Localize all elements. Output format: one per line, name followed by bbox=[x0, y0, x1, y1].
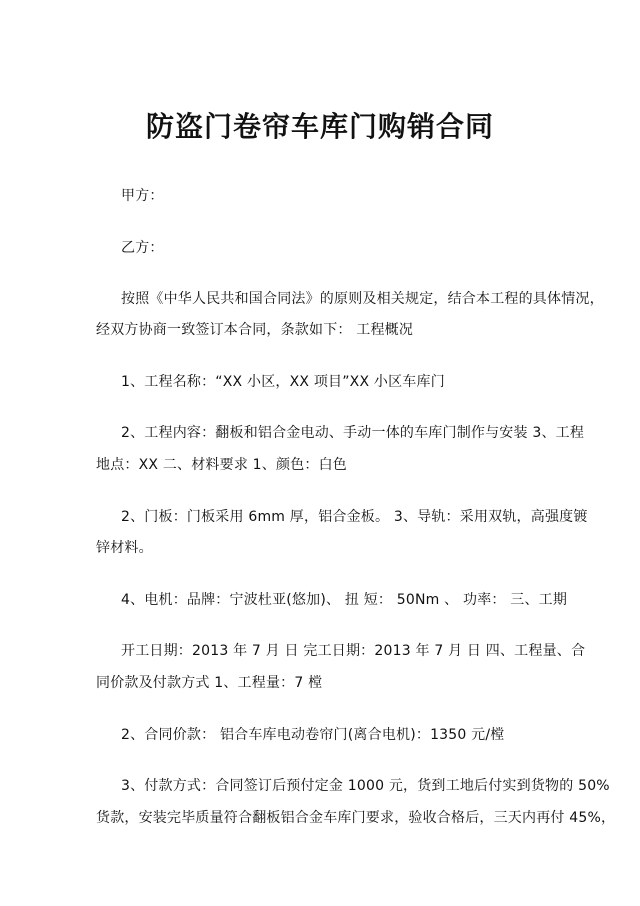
payment-line: 3、付款方式：合同签订后预付定金 1000 元，货到工地后付实到货物的 50% bbox=[121, 778, 610, 794]
body-line: 锌材料。 bbox=[96, 540, 153, 556]
motor-line: 4、电机：品牌：宁波杜亚(悠加)、 扭 短： 50Nm 、 功率： 三、工期 bbox=[121, 592, 568, 608]
contract-price-line: 2、合同价款： 铝合车库电动卷帘门(离合电机)：1350 元/樘 bbox=[121, 727, 505, 743]
party-a-line: 甲方： bbox=[121, 188, 164, 204]
body-line: 货款，安装完毕质量符合翻板铝合金车库门要求，验收合格后，三天内再付 45%， bbox=[96, 810, 616, 826]
body-line: 2、工程内容：翻板和铝合金电动、手动一体的车库门制作与安装 3、工程 bbox=[121, 425, 585, 441]
body-line: 地点：XX 二、材料要求 1、颜色：白色 bbox=[96, 457, 347, 473]
project-name-line: 1、工程名称：“XX 小区，XX 项目”XX 小区车库门 bbox=[121, 374, 445, 390]
body-line: 按照《中华人民共和国合同法》的原则及相关规定，结合本工程的具体情况， bbox=[121, 291, 604, 307]
body-line: 经双方协商一致签订本合同，条款如下： 工程概况 bbox=[96, 322, 414, 338]
schedule-line: 开工日期：2013 年 7 月 日 完工日期：2013 年 7 月 日 四、工程量、合 bbox=[121, 643, 586, 659]
document-title: 防盗门卷帘车库门购销合同 bbox=[145, 110, 494, 143]
party-b-line: 乙方： bbox=[121, 240, 164, 256]
body-line: 2、门板：门板采用 6mm 厚，铝合金板。 3、导轨：采用双轨，高强度镀 bbox=[121, 509, 588, 525]
body-line: 同价款及付款方式 1、工程量：7 樘 bbox=[96, 675, 323, 691]
